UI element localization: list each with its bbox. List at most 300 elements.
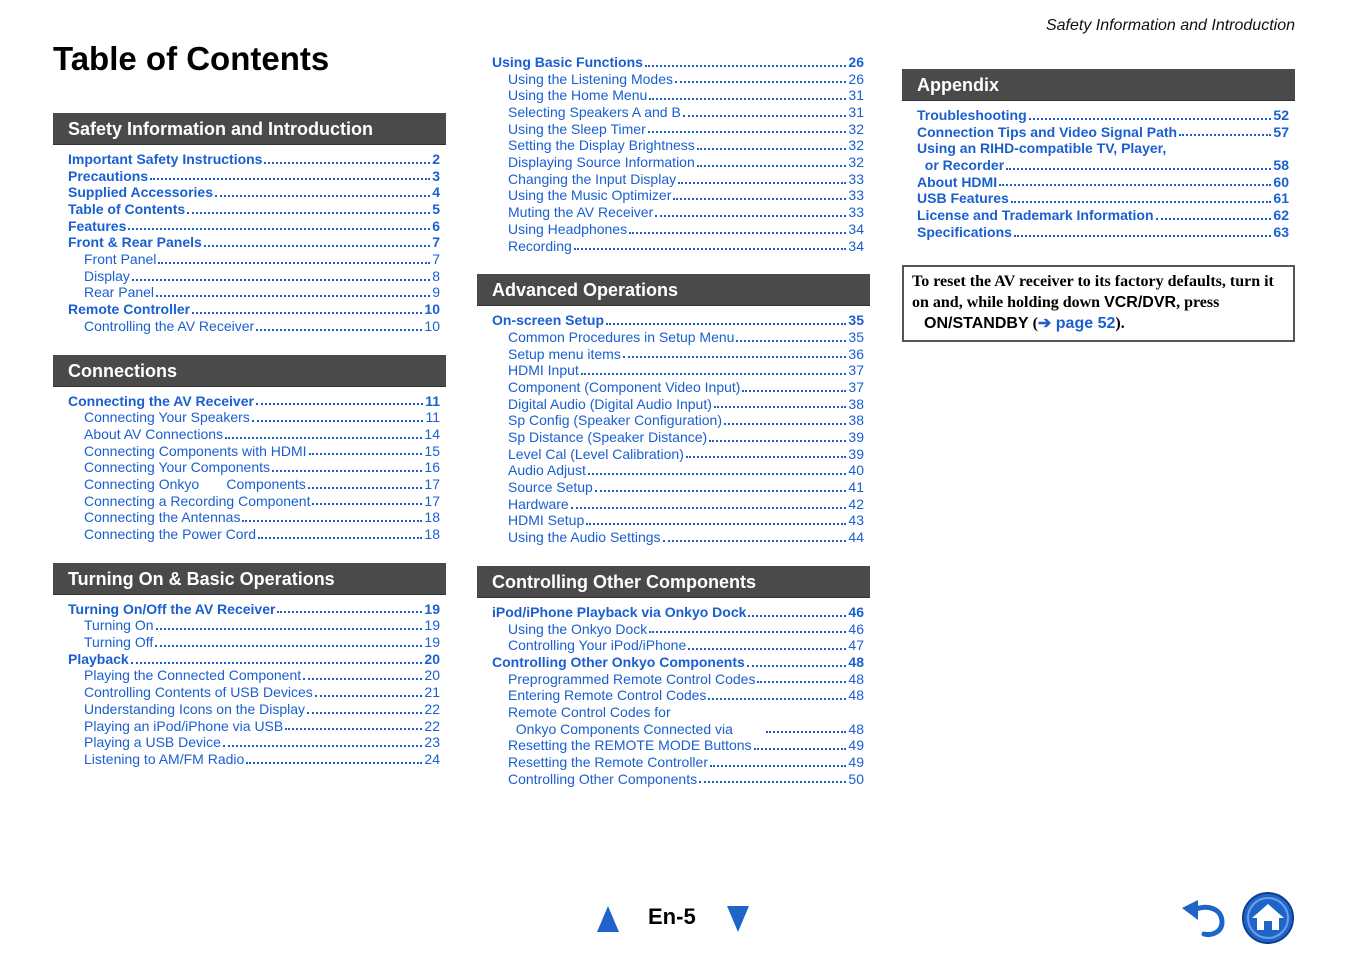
toc-entry[interactable] — [492, 346, 864, 363]
toc-page-number: 6 — [432, 217, 440, 234]
toc-entry[interactable] — [492, 87, 864, 104]
toc-entry[interactable] — [492, 754, 864, 771]
toc-entry-title: HDMI Setup — [508, 512, 585, 529]
toc-entry[interactable] — [68, 684, 440, 701]
toc-entry-title: Table of Contents — [68, 201, 186, 218]
section-heading-controlling-other: Controlling Other Components — [477, 566, 870, 598]
toc-entry-title: Playing the Connected Component — [84, 667, 302, 684]
toc-entry[interactable] — [492, 329, 864, 346]
toc-entry[interactable] — [492, 171, 864, 188]
toc-page-number: 15 — [424, 442, 440, 459]
toc-entry-title: Remote Controller — [68, 301, 191, 318]
dot-leader — [187, 212, 430, 214]
toc-entry-title: Digital Audio (Digital Audio Input) — [508, 395, 712, 412]
toc-page-number: 60 — [1273, 173, 1289, 190]
dot-leader — [156, 628, 423, 630]
dot-leader — [128, 228, 430, 230]
dot-leader — [574, 248, 847, 250]
toc-entry[interactable] — [917, 207, 1289, 224]
dot-leader — [225, 437, 422, 439]
toc-page-number: 62 — [1273, 207, 1289, 224]
running-header: Safety Information and Introduction — [1045, 17, 1295, 34]
toc-entry[interactable] — [68, 459, 440, 476]
toc-entry-title: Controlling Other Components — [508, 770, 698, 787]
toc-entry[interactable] — [492, 362, 864, 379]
dot-leader — [131, 662, 423, 664]
toc-page-number: 49 — [848, 737, 864, 754]
dot-leader — [264, 162, 430, 164]
toc-page-number: 44 — [848, 529, 864, 546]
toc-entry[interactable] — [492, 121, 864, 138]
toc-column-right — [902, 69, 1295, 342]
dot-leader — [588, 473, 847, 475]
toc-entry-title: Using Basic Functions — [492, 53, 643, 70]
toc-page-number: 39 — [848, 429, 864, 446]
toc-entry-title: Using the Onkyo Dock — [508, 620, 648, 637]
toc-page-number: 20 — [424, 650, 440, 667]
dot-leader — [1006, 168, 1271, 170]
dot-leader — [204, 245, 430, 247]
dot-leader — [258, 537, 422, 539]
dot-leader — [709, 440, 846, 442]
toc-page-number: 42 — [848, 495, 864, 512]
toc-page-number: 22 — [424, 717, 440, 734]
toc-page-number: 32 — [848, 137, 864, 154]
toc-page-number: 48 — [848, 653, 864, 670]
toc-entry-title: Component (Component Video Input) — [508, 378, 741, 395]
section-heading-advanced: Advanced Operations — [477, 274, 870, 306]
toc-entry-title: Turning On — [84, 617, 154, 634]
dot-leader — [697, 148, 847, 150]
dot-leader — [999, 184, 1271, 186]
toc-entry-title: Connecting Your Components — [84, 459, 271, 476]
dot-leader — [649, 631, 846, 633]
toc-entry[interactable] — [68, 285, 440, 302]
toc-entry-title: Using the Music Optimizer — [508, 187, 672, 204]
dot-leader — [242, 520, 422, 522]
dot-leader — [736, 340, 846, 342]
toc-page-number: 9 — [432, 284, 440, 301]
toc-page-number: 26 — [848, 53, 864, 70]
page-footer — [0, 898, 1348, 942]
toc-entry[interactable] — [917, 157, 1289, 174]
dot-leader — [285, 728, 422, 730]
toc-entry-title: Using the Audio Settings — [508, 529, 661, 546]
toc-entry[interactable] — [68, 701, 440, 718]
toc-entry[interactable] — [68, 509, 440, 526]
toc-entry-title: Preprogrammed Remote Control Codes — [508, 670, 756, 687]
toc-entry-title: Connecting a Recording Component — [84, 492, 311, 509]
toc-page-number: 35 — [848, 312, 864, 329]
toc-entry[interactable] — [492, 312, 864, 329]
toc-entry-title: Playing a USB Device — [84, 734, 221, 751]
toc-entry-title: Entering Remote Control Codes — [508, 687, 707, 704]
dot-leader — [309, 453, 423, 455]
dot-leader — [308, 487, 423, 489]
previous-page-icon[interactable] — [597, 906, 619, 932]
toc-page-number: 5 — [432, 201, 440, 218]
toc-entry-title: Controlling the AV Receiver — [84, 317, 255, 334]
toc-column-middle — [477, 48, 870, 787]
toc-entry[interactable] — [68, 234, 440, 251]
toc-entry[interactable] — [68, 734, 440, 751]
toc-entry[interactable] — [492, 238, 864, 255]
toc-entry[interactable] — [68, 601, 440, 618]
toc-list-appendix — [902, 101, 1295, 241]
toc-entry[interactable] — [492, 396, 864, 413]
toc-entry-title: Understanding Icons on the Display — [84, 700, 306, 717]
toc-entry-title: Using the Listening Modes — [508, 70, 673, 87]
toc-page-number: 22 — [424, 700, 440, 717]
toc-entry[interactable] — [917, 224, 1289, 241]
toc-entry[interactable] — [68, 268, 440, 285]
toc-entry[interactable] — [492, 137, 864, 154]
toc-entry[interactable] — [68, 251, 440, 268]
toc-entry-title: Using an RIHD-compatible TV, Player, — [917, 140, 1167, 157]
toc-page-number: 31 — [848, 104, 864, 121]
toc-entry-title: Selecting Speakers A and B — [508, 104, 681, 121]
toc-page-number: 33 — [848, 204, 864, 221]
toc-entry[interactable] — [492, 204, 864, 221]
toc-page-number: 38 — [848, 412, 864, 429]
toc-page-number: 48 — [848, 687, 864, 704]
toc-entry-title: Connecting Your Speakers — [84, 409, 250, 426]
toc-entry-title: Playback — [68, 650, 129, 667]
toc-entry[interactable] — [492, 154, 864, 171]
toc-page-number: 40 — [848, 462, 864, 479]
toc-page-number: 32 — [848, 120, 864, 137]
toc-entry-title: Audio Adjust — [508, 462, 586, 479]
toc-page-number: 49 — [848, 754, 864, 771]
toc-entry[interactable] — [68, 651, 440, 668]
toc-page-number: 58 — [1273, 157, 1289, 174]
toc-entry-title: Sp Distance (Speaker Distance) — [508, 429, 708, 446]
toc-entry-title: Displaying Source Information — [508, 154, 695, 171]
dot-leader — [571, 507, 847, 509]
toc-page-number: 52 — [1273, 106, 1289, 123]
toc-entry[interactable] — [917, 124, 1289, 141]
toc-entry[interactable] — [68, 443, 440, 460]
toc-entry-title: Common Procedures in Setup Menu — [508, 328, 735, 345]
arrow-right-icon: ➔ — [1037, 314, 1052, 332]
toc-entry-title: Troubleshooting — [917, 106, 1027, 123]
toc-entry-title: Source Setup — [508, 479, 593, 496]
toc-entry[interactable] — [492, 513, 864, 530]
toc-page-number: 63 — [1273, 223, 1289, 240]
toc-page-number: 36 — [848, 345, 864, 362]
toc-entry-title: Display — [84, 267, 130, 284]
dot-leader — [256, 329, 422, 331]
toc-page-number: 39 — [848, 445, 864, 462]
toc-page-number: 37 — [848, 378, 864, 395]
home-icon[interactable] — [1241, 891, 1295, 945]
toc-entry-title: About AV Connections — [84, 425, 224, 442]
toc-page-number: 34 — [848, 220, 864, 237]
toc-entry[interactable] — [68, 751, 440, 768]
toc-list-safety — [53, 145, 446, 335]
toc-entry-title: On-screen Setup — [492, 312, 605, 329]
toc-entry[interactable] — [492, 446, 864, 463]
toc-entry-title: Connecting the Antennas — [84, 509, 241, 526]
toc-page-number: 46 — [848, 603, 864, 620]
dot-leader — [1179, 134, 1271, 136]
dot-leader — [192, 312, 422, 314]
dot-leader — [155, 645, 422, 647]
toc-entry-title: Muting the AV Receiver — [508, 204, 654, 221]
toc-page-number: 43 — [848, 512, 864, 529]
toc-page-number: 14 — [424, 425, 440, 442]
toc-entry-title: iPod/iPhone Playback via Onkyo Dock — [492, 603, 747, 620]
toc-page-number: 20 — [424, 667, 440, 684]
toc-entry[interactable] — [492, 637, 864, 654]
toc-entry[interactable] — [68, 718, 440, 735]
dot-leader — [649, 98, 846, 100]
dot-leader — [315, 695, 423, 697]
toc-entry-title: Resetting the REMOTE MODE Buttons — [508, 737, 752, 754]
toc-entry-title: Level Cal (Level Calibration) — [508, 445, 684, 462]
toc-page-number: 34 — [848, 237, 864, 254]
dot-leader — [742, 390, 846, 392]
next-page-icon[interactable] — [727, 906, 749, 932]
dot-leader — [1156, 218, 1272, 220]
toc-page-number: 19 — [424, 617, 440, 634]
dot-leader — [747, 665, 847, 667]
toc-entry[interactable] — [917, 140, 1289, 157]
toc-entry[interactable] — [492, 429, 864, 446]
toc-list-advanced — [477, 306, 870, 546]
toc-entry[interactable] — [68, 318, 440, 335]
toc-entry[interactable] — [492, 379, 864, 396]
section-heading-appendix: Appendix — [902, 69, 1295, 101]
dot-leader — [156, 295, 430, 297]
toc-entry[interactable] — [68, 409, 440, 426]
toc-entry[interactable] — [492, 704, 864, 721]
toc-entry[interactable] — [68, 393, 440, 410]
toc-entry[interactable] — [68, 426, 440, 443]
toc-page-number: 37 — [848, 362, 864, 379]
dot-leader — [673, 198, 846, 200]
toc-entry[interactable] — [68, 617, 440, 634]
toc-entry-title: Setting the Display Brightness — [508, 137, 695, 154]
toc-page-number: 10 — [424, 317, 440, 334]
toc-entry-title: Turning Off — [84, 634, 154, 651]
section-heading-safety: Safety Information and Introduction — [53, 113, 446, 145]
toc-page-number: 17 — [424, 492, 440, 509]
toc-entry[interactable] — [492, 496, 864, 513]
dot-leader — [223, 745, 422, 747]
toc-page-number: 19 — [424, 634, 440, 651]
toc-entry[interactable] — [68, 218, 440, 235]
toc-entry-title: Playing an iPod/iPhone via USB — [84, 717, 284, 734]
toc-entry[interactable] — [492, 604, 864, 621]
toc-entry-title: Supplied Accessories — [68, 184, 213, 201]
note-paren-open: ( — [1028, 314, 1038, 332]
dot-leader — [748, 615, 846, 617]
toc-page-number: 17 — [424, 475, 440, 492]
dot-leader — [132, 279, 430, 281]
toc-entry[interactable] — [492, 188, 864, 205]
dot-leader — [710, 765, 846, 767]
dot-leader — [686, 456, 847, 458]
dot-leader — [645, 65, 847, 67]
toc-entry[interactable] — [492, 687, 864, 704]
toc-entry[interactable] — [492, 462, 864, 479]
toc-entry-title: Rear Panel — [84, 284, 155, 301]
dot-leader — [655, 215, 846, 217]
toc-entry-title: Remote Control Codes for — [508, 703, 671, 720]
toc-entry[interactable] — [492, 621, 864, 638]
toc-column-left — [53, 113, 446, 768]
toc-entry[interactable] — [68, 184, 440, 201]
toc-page-number: 8 — [432, 267, 440, 284]
dot-leader — [1011, 201, 1272, 203]
toc-entry-title: Controlling Contents of USB Devices — [84, 684, 313, 701]
toc-entry[interactable] — [492, 671, 864, 688]
toc-entry[interactable] — [68, 168, 440, 185]
toc-page-number: 18 — [424, 526, 440, 543]
toc-entry-title: License and Trademark Information — [917, 207, 1154, 224]
toc-entry-title: Turning On/Off the AV Receiver — [68, 600, 276, 617]
dot-leader — [766, 731, 846, 733]
note-key-vcr-dvr: VCR/DVR — [1104, 293, 1177, 311]
toc-entry-title: Listening to AM/FM Radio — [84, 750, 245, 767]
dot-leader — [277, 611, 422, 613]
dot-leader — [724, 423, 846, 425]
dot-leader — [623, 356, 847, 358]
note-page-link[interactable] — [1038, 315, 1115, 332]
toc-entry[interactable] — [917, 190, 1289, 207]
note-paren-close: ). — [1115, 314, 1125, 332]
toc-entry[interactable] — [492, 221, 864, 238]
toc-entry-title: Connecting Components with HDMI — [84, 442, 307, 459]
toc-list-turning-on — [53, 595, 446, 768]
dot-leader — [272, 470, 422, 472]
toc-page-number: 50 — [848, 770, 864, 787]
factory-reset-note — [902, 265, 1295, 342]
toc-page-number: 33 — [848, 170, 864, 187]
toc-entry[interactable] — [68, 301, 440, 318]
toc-page-number: 16 — [424, 459, 440, 476]
dot-leader — [675, 81, 846, 83]
toc-entry-title: Resetting the Remote Controller — [508, 754, 708, 771]
dot-leader — [754, 748, 847, 750]
toc-entry[interactable] — [492, 721, 864, 738]
toc-page-number: 7 — [432, 234, 440, 251]
toc-page-number: 41 — [848, 479, 864, 496]
toc-entry-title: Sp Config (Speaker Configuration) — [508, 412, 723, 429]
toc-page-number: 4 — [432, 184, 440, 201]
toc-entry[interactable] — [492, 529, 864, 546]
toc-entry[interactable] — [68, 493, 440, 510]
dot-leader — [158, 262, 430, 264]
dot-leader — [1029, 118, 1272, 120]
toc-entry-title: Specifications — [917, 223, 1012, 240]
dot-leader — [708, 698, 846, 700]
note-page-link-label: page 52 — [1055, 314, 1116, 332]
toc-list-controlling-other — [477, 598, 870, 788]
toc-entry[interactable] — [492, 71, 864, 88]
toc-entry[interactable] — [917, 174, 1289, 191]
toc-entry-title: Front Panel — [84, 251, 157, 268]
toc-entry[interactable] — [68, 668, 440, 685]
toc-page-number: 38 — [848, 395, 864, 412]
toc-page-number: 2 — [432, 150, 440, 167]
section-heading-connections: Connections — [53, 355, 446, 387]
toc-entry-title: Onkyo Components Connected via — [508, 720, 765, 737]
dot-leader — [586, 523, 846, 525]
toc-page-number: 19 — [424, 600, 440, 617]
toc-entry-title: Using the Sleep Timer — [508, 120, 646, 137]
toc-entry[interactable] — [917, 107, 1289, 124]
dot-leader — [699, 781, 846, 783]
toc-entry[interactable] — [68, 526, 440, 543]
toc-page-number: 24 — [424, 750, 440, 767]
toc-entry-title: Important Safety Instructions — [68, 150, 263, 167]
toc-entry[interactable] — [68, 151, 440, 168]
toc-entry[interactable] — [492, 771, 864, 788]
dot-leader — [697, 165, 847, 167]
toc-list-basic-functions — [477, 48, 870, 254]
toc-entry[interactable] — [68, 634, 440, 651]
toc-entry-title: Features — [68, 217, 127, 234]
toc-entry[interactable] — [492, 412, 864, 429]
toc-entry[interactable] — [68, 476, 440, 493]
toc-entry-title: Connecting the AV Receiver — [68, 392, 254, 409]
page-title: Table of Contents — [53, 40, 330, 77]
dot-leader — [648, 131, 847, 133]
toc-page-number: 11 — [425, 409, 440, 426]
toc-entry[interactable] — [492, 479, 864, 496]
note-text: To reset the AV receiver to its factory defaults, turn it on and, while holding down — [912, 272, 1274, 311]
back-arrow-icon[interactable] — [1180, 898, 1230, 938]
toc-page-number: 23 — [424, 734, 440, 751]
dot-leader — [683, 115, 847, 117]
toc-entry-title: Front & Rear Panels — [68, 234, 202, 251]
dot-leader — [1014, 235, 1272, 237]
dot-leader — [606, 323, 846, 325]
toc-entry-title: Changing the Input Display — [508, 170, 677, 187]
toc-entry-title: Precautions — [68, 167, 149, 184]
toc-page-number: 35 — [848, 328, 864, 345]
toc-page-number: 31 — [848, 87, 864, 104]
dot-leader — [252, 420, 424, 422]
toc-entry-title: Controlling Your iPod/iPhone — [508, 637, 687, 654]
dot-leader — [307, 712, 422, 714]
toc-page-number: 32 — [848, 154, 864, 171]
toc-entry[interactable] — [68, 201, 440, 218]
toc-entry-title: About HDMI — [917, 173, 998, 190]
dot-leader — [757, 681, 846, 683]
toc-entry-title: Hardware — [508, 495, 569, 512]
dot-leader — [246, 762, 422, 764]
toc-entry-title: USB Features — [917, 190, 1009, 207]
dot-leader — [678, 182, 846, 184]
toc-page-number: 57 — [1273, 123, 1289, 140]
toc-page-number: 11 — [425, 392, 440, 409]
toc-page-number: 61 — [1273, 190, 1289, 207]
toc-page-number: 7 — [432, 251, 440, 268]
toc-entry[interactable] — [492, 737, 864, 754]
dot-leader — [629, 232, 846, 234]
section-heading-turning-on: Turning On & Basic Operations — [53, 563, 446, 595]
note-text-2: , press — [1176, 293, 1220, 311]
toc-entry[interactable] — [492, 54, 864, 71]
toc-page-number: 48 — [848, 670, 864, 687]
toc-entry[interactable] — [492, 654, 864, 671]
toc-entry-title: Using the Home Menu — [508, 87, 648, 104]
dot-leader — [581, 373, 847, 375]
toc-entry[interactable] — [492, 104, 864, 121]
